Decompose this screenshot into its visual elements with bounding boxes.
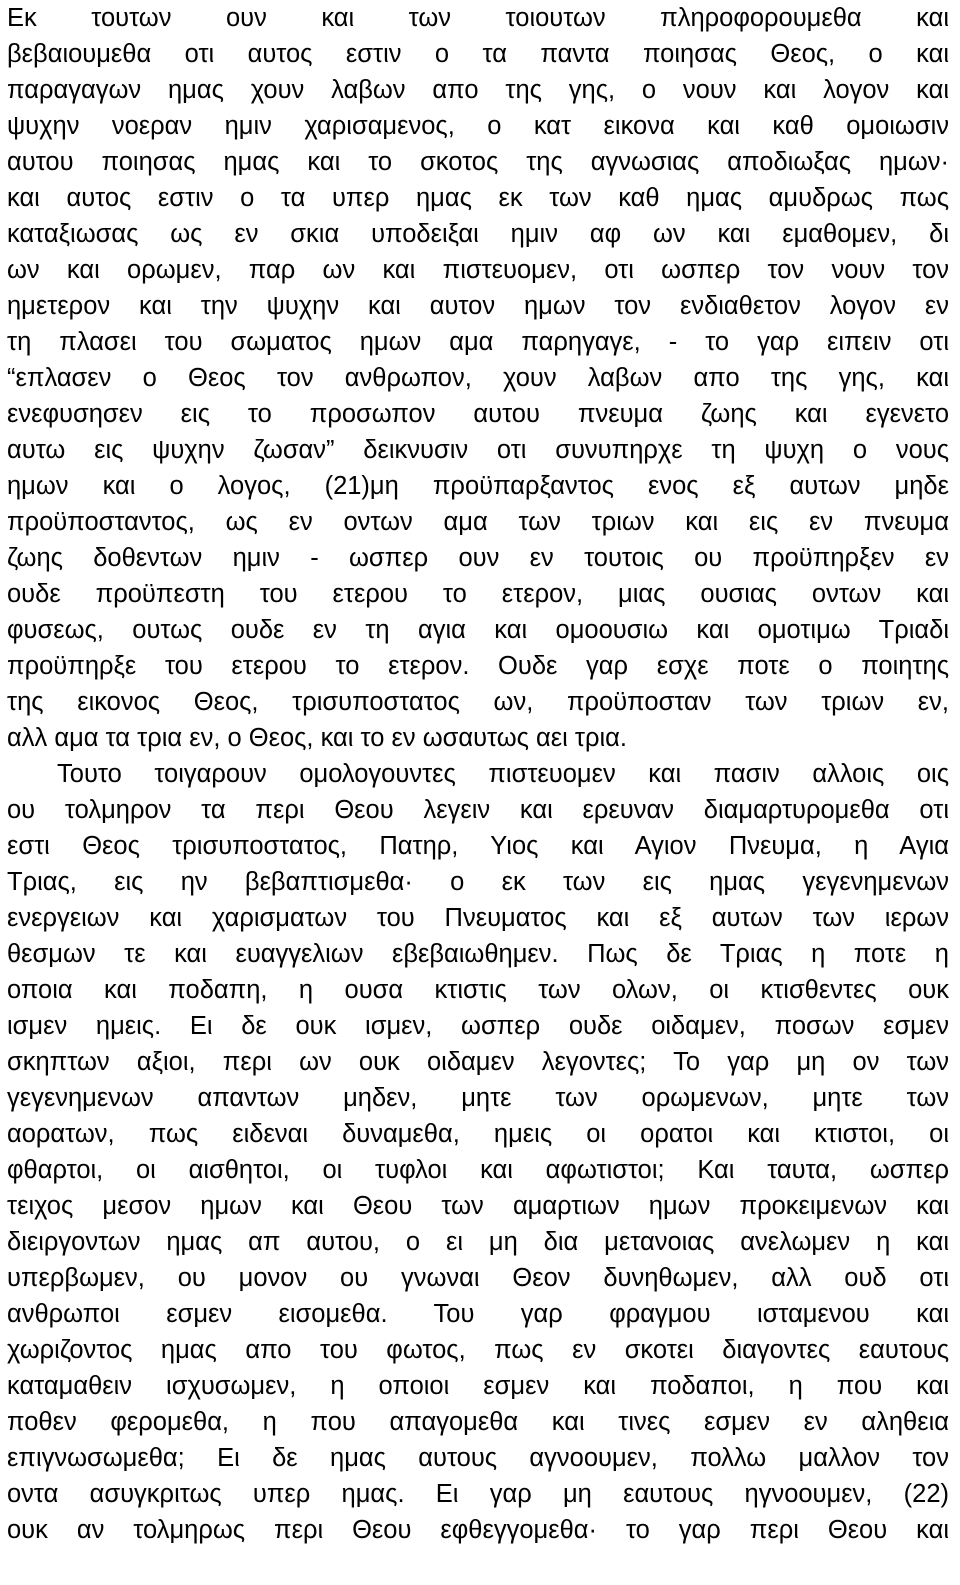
text-line: Τριας, εις ην βεβαπτισμεθα· ο εκ των εις ημας γεγενημενων [7,868,949,896]
text-line: ενεφυσησεν εις το προσωπον αυτου πνευμα ζωης και εγενετο [7,400,949,428]
text-line: ων και ορωμεν, παρ ων και πιστευομεν, οτι ωσπερ τον νουν τον [7,256,949,284]
text-line: προϋποσταντος, ως εν οντων αμα των τριων και εις εν πνευμα [7,508,949,536]
text-line: της εικονος Θεος, τρισυποστατος ων, προϋποσταν των τριων εν, [7,688,949,716]
text-line: και αυτος εστιν ο τα υπερ ημας εκ των καθ ημας αμυδρως πως [7,184,949,212]
text-line: καταμαθειν ισχυσωμεν, η οποιοι εσμεν και ποδαποι, η που και [7,1372,949,1400]
text-line: ισμεν ημεις. Ει δε ουκ ισμεν, ωσπερ ουδε οιδαμεν, ποσων εσμεν [7,1012,949,1040]
text-line: υπερβωμεν, ου μονον ου γνωναι Θεον δυνηθωμεν, αλλ ουδ οτι [7,1264,949,1292]
text-line: παραγαγων ημας χουν λαβων απο της γης, ο νουν και λογον και [7,76,949,104]
text-line: Εκ τουτων ουν και των τοιουτων πληροφορουμεθα και [7,4,949,32]
text-line: ζωης δοθεντων ημιν - ωσπερ ουν εν τουτοις ου προϋπηρξεν εν [7,544,949,572]
text-line: ου τολμηρον τα περι Θεου λεγειν και ερευναν διαμαρτυρομεθα οτι [7,796,949,824]
text-line: ουκ αν τολμηρως περι Θεου εφθεγγομεθα· το γαρ περι Θεου και [7,1516,949,1544]
paragraph-last-line: αλλ αμα τα τρια εν, ο Θεος, και το εν ωσαυτως αει τρια. [7,724,627,752]
text-line: αυτου ποιησας ημας και το σκοτος της αγνωσιας αποδιωξας ημων· [7,148,949,176]
text-line: γεγενημενων απαντων μηδεν, μητε των ορωμενων, μητε των [7,1084,949,1112]
text-line: αυτω εις ψυχην ζωσαν” δεικνυσιν οτι συνυπηρχε τη ψυχη ο νους [7,436,949,464]
text-line: “επλασεν ο Θεος τον ανθρωπον, χουν λαβων απο της γης, και [7,364,949,392]
text-line: σκηπτων αξιοι, περι ων ουκ οιδαμεν λεγοντες; Το γαρ μη ον των [7,1048,949,1076]
text-line: ημετερον και την ψυχην και αυτον ημων τον ενδιαθετον λογον εν [7,292,949,320]
text-line: ποθεν φερομεθα, η που απαγομεθα και τινες εσμεν εν αληθεια [7,1408,949,1436]
text-line: φθαρτοι, οι αισθητοι, οι τυφλοι και αφωτιστοι; Και ταυτα, ωσπερ [7,1156,949,1184]
text-line: ουδε προϋπεστη του ετερου το ετερον, μιας ουσιας οντων και [7,580,949,608]
text-line: προϋπηρξε του ετερου το ετερον. Ουδε γαρ εσχε ποτε ο ποιητης [7,652,949,680]
text-line: αορατων, πως ειδεναι δυναμεθα, ημεις οι ορατοι και κτιστοι, οι [7,1120,949,1148]
text-line: θεσμων τε και ευαγγελιων εβεβαιωθημεν. Πως δε Τριας η ποτε η [7,940,949,968]
text-line: εστι Θεος τρισυποστατος, Πατηρ, Υιος και Αγιον Πνευμα, η Αγια [7,832,949,860]
text-line: ημων και ο λογος, (21)μη προϋπαρξαντος ενος εξ αυτων μηδε [7,472,949,500]
text-line: διειργοντων ημας απ αυτου, ο ει μη δια μετανοιας ανελωμεν η και [7,1228,949,1256]
text-line: καταξιωσας ως εν σκια υποδειξαι ημιν αφ ων και εμαθομεν, δι [7,220,949,248]
text-line: επιγνωσωμεθα; Ει δε ημας αυτους αγνοουμεν, πολλω μαλλον τον [7,1444,949,1472]
text-line: χωριζοντος ημας απο του φωτος, πως εν σκοτει διαγοντες εαυτους [7,1336,949,1364]
text-line: τειχος μεσον ημων και Θεου των αμαρτιων ημων προκειμενων και [7,1192,949,1220]
text-line: ενεργειων και χαρισματων του Πνευματος και εξ αυτων των ιερων [7,904,949,932]
text-line: ψυχην νοεραν ημιν χαρισαμενος, ο κατ εικονα και καθ ομοιωσιν [7,112,949,140]
paragraph-first-line: Τουτο τοιγαρουν ομολογουντες πιστευομεν και πασιν αλλοις οις [57,760,949,788]
text-line: οντα ασυγκριτως υπερ ημας. Ει γαρ μη εαυτους ηγνοουμεν, (22) [7,1480,949,1508]
text-line: ανθρωποι εσμεν εισομεθα. Του γαρ φραγμου ισταμενου και [7,1300,949,1328]
text-line: οποια και ποδαπη, η ουσα κτιστις των ολων, οι κτισθεντες ουκ [7,976,949,1004]
text-line: τη πλασει του σωματος ημων αμα παρηγαγε, - το γαρ ειπειν οτι [7,328,949,356]
text-line: φυσεως, ουτως ουδε εν τη αγια και ομοουσιω και ομοτιμω Τριαδι [7,616,949,644]
text-line: βεβαιουμεθα οτι αυτος εστιν ο τα παντα ποιησας Θεος, ο και [7,40,949,68]
